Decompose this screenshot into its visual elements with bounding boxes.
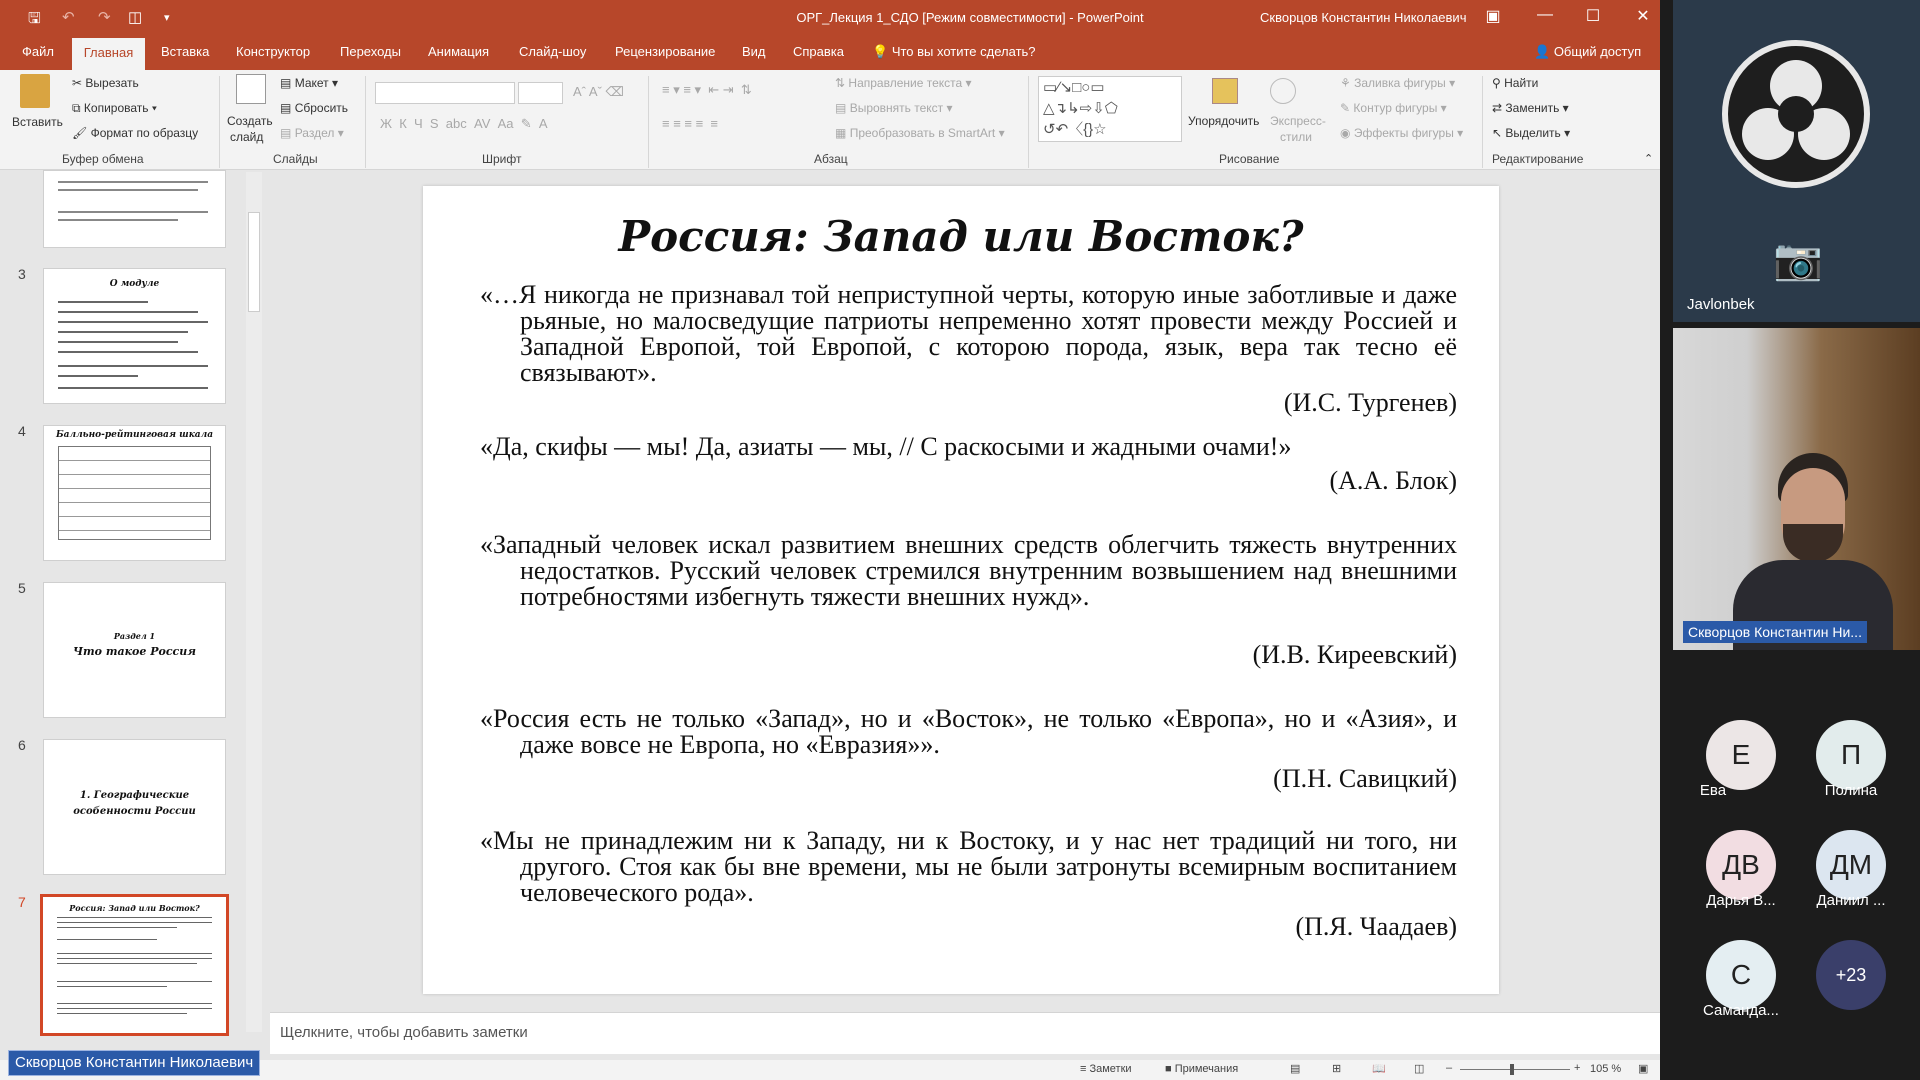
quote-turgenev[interactable]: «…Я никогда не признавал той неприступной черты, которую иные заботливые и даже рьяные, но малосведущие патриоты непременно хотят провести между Россией и Западной Европой, той Европой, с которою порода, язык, вера так тесно её связывают».: [480, 280, 1457, 387]
group-paragraph-label: Абзац: [814, 152, 848, 166]
participant-name: Полина: [1824, 782, 1878, 799]
group-slides-label: Слайды: [273, 152, 318, 166]
thumbnail-number: 4: [18, 423, 26, 439]
group-clipboard-label: Буфер обмена: [62, 152, 144, 166]
thumbnail-title: Балльно-рейтинговая шкала: [55, 430, 214, 440]
slide-thumbnail-2[interactable]: [43, 170, 226, 248]
slide-thumbnail-4[interactable]: [43, 425, 226, 561]
align-icons[interactable]: ≡ ≡ ≡ ≡ ≡: [662, 116, 718, 131]
align-text-icon: ▤: [835, 101, 847, 115]
thumbnail-text-line: [57, 939, 157, 940]
format-painter-button[interactable]: 🖌 Формат по образцу: [72, 126, 199, 140]
participant-avatar[interactable]: С: [1706, 940, 1776, 1010]
text-direction-button[interactable]: ⇅ Направление текста ▾: [835, 76, 972, 90]
obs-logo-icon: [1722, 40, 1870, 188]
comments-toggle[interactable]: ■ Примечания: [1165, 1063, 1239, 1075]
smartart-button[interactable]: ▦ Преобразовать в SmartArt ▾: [835, 126, 1005, 140]
thumbnail-text-line: [58, 321, 208, 323]
replace-icon: ⇄: [1492, 101, 1503, 115]
copy-button[interactable]: ⧉ Копировать ▾: [72, 101, 157, 115]
tell-me-search[interactable]: 💡 Что вы хотите сделать?: [872, 44, 1036, 59]
tab-design[interactable]: Конструктор: [236, 44, 311, 59]
section-icon: ▤: [280, 126, 292, 140]
slideshow-view-icon[interactable]: ◫: [1414, 1063, 1425, 1075]
title-bar: [0, 0, 1660, 36]
thumbnail-text-line: [57, 953, 212, 954]
obs-logo-shape: [1728, 46, 1864, 182]
account-name[interactable]: Скворцов Константин Николаевич: [1260, 10, 1467, 25]
align-text-button[interactable]: ▤ Выровнять текст ▾: [835, 101, 953, 115]
thumbnail-subtitle: Что такое Россия: [73, 645, 196, 658]
zoom-level[interactable]: 105 %: [1590, 1063, 1622, 1075]
thumbnail-text-line: [57, 958, 212, 959]
notes-placeholder: Щелкните, чтобы добавить заметки: [280, 1024, 528, 1041]
thumbnail-text-line: [57, 1008, 212, 1009]
participant-name: Саманда...: [1703, 1002, 1779, 1019]
tab-transitions[interactable]: Переходы: [340, 44, 401, 59]
undo-icon[interactable]: ↶: [62, 9, 75, 26]
ribbon-tabs: [0, 36, 1660, 70]
close-button[interactable]: ✕: [1636, 8, 1650, 25]
participant-tile-javlonbek[interactable]: [1673, 0, 1920, 322]
maximize-button[interactable]: ☐: [1585, 8, 1601, 25]
shape-fill-button[interactable]: ⚘ Заливка фигуры ▾: [1340, 76, 1456, 90]
font-name-box[interactable]: [375, 82, 515, 104]
quick-styles-button[interactable]: Экспресс-: [1270, 114, 1326, 128]
thumbnail-text-line: [57, 917, 212, 918]
participant-name: Даниил ...: [1816, 892, 1886, 909]
thumbnail-text-line: [58, 341, 178, 343]
thumbnail-text-line: [58, 181, 208, 183]
thumbnail-number: 6: [18, 737, 26, 753]
text-direction-icon: ⇅: [835, 76, 846, 90]
thumbnail-text-line: [58, 301, 148, 303]
participant-name: Дарья В...: [1706, 892, 1776, 909]
thumbnail-number: 5: [18, 580, 26, 596]
thumbnail-text-line: [57, 963, 197, 964]
slide-thumbnails-pane: [0, 170, 270, 1036]
font-size-box[interactable]: [518, 82, 563, 104]
new-slide-button[interactable]: Создать: [227, 114, 273, 128]
thumbnail-title: 1. Географические особенности России: [73, 790, 196, 817]
new-slide-icon[interactable]: [236, 74, 266, 104]
slide-thumbnail-3[interactable]: [43, 268, 226, 404]
pen-icon: ✎: [1340, 101, 1351, 115]
presenter-name-overlay: Скворцов Константин Николаевич: [8, 1050, 260, 1076]
paste-icon[interactable]: [20, 74, 50, 108]
author-savitsky[interactable]: (П.Н. Савицкий): [1273, 764, 1457, 793]
thumbnail-text-line: [57, 1003, 212, 1004]
effects-icon: ◉: [1340, 126, 1351, 140]
group-separator: [219, 76, 220, 168]
copy-icon: ⧉: [72, 101, 81, 115]
participant-name: Скворцов Константин Ни...: [1683, 621, 1867, 643]
thumbnail-title: Россия: Запад или Восток?: [69, 903, 200, 913]
thumbnail-text-line: [57, 1013, 187, 1014]
layout-button[interactable]: ▤ Макет ▾: [280, 76, 339, 90]
slide-thumbnail-7-selected[interactable]: [40, 894, 229, 1036]
thumbnail-text-line: [57, 922, 212, 923]
thumbnail-text-line: [58, 375, 138, 377]
thumbnail-text-line: [58, 365, 208, 367]
zoom-in-icon[interactable]: +: [1574, 1062, 1581, 1074]
reading-view-icon[interactable]: 📖: [1372, 1063, 1386, 1075]
zoom-slider[interactable]: [1460, 1069, 1570, 1070]
customize-toolbar-icon[interactable]: ▾: [164, 12, 170, 24]
quote-savitsky[interactable]: «Россия есть не только «Запад», но и «Восток», не только «Европа», но и «Азия», и даже вовсе не Европа, но «Евразия»».: [480, 704, 1457, 759]
thumbnail-number: 3: [18, 266, 26, 282]
tab-slideshow[interactable]: Слайд-шоу: [519, 44, 587, 59]
participant-name: Javlonbek: [1687, 296, 1755, 313]
paste-button[interactable]: Вставить: [12, 115, 63, 129]
smartart-icon: ▦: [835, 126, 847, 140]
slide-thumbnail-6[interactable]: [43, 739, 226, 875]
author-blok[interactable]: (А.А. Блок): [1329, 466, 1457, 495]
tab-help[interactable]: Справка: [793, 44, 844, 59]
brush-icon: 🖌: [72, 126, 88, 140]
author-chaadaev[interactable]: (П.Я. Чаадаев): [1295, 912, 1457, 941]
participant-avatar[interactable]: ДМ: [1816, 830, 1886, 900]
person-icon: 👤: [1534, 44, 1551, 59]
thumbnails-scrollbar-thumb[interactable]: [248, 212, 260, 312]
group-drawing-label: Рисование: [1219, 152, 1280, 166]
participant-name: Ева: [1699, 782, 1727, 799]
group-font-label: Шрифт: [482, 152, 522, 166]
thumbnail-table: [58, 446, 211, 540]
thumbnail-text-line: [58, 219, 178, 221]
thumbnail-text-line: [58, 211, 208, 213]
document-title: ОРГ_Лекция 1_СДО [Режим совместимости] - PowerPoint: [796, 10, 1144, 25]
arrange-icon[interactable]: [1212, 78, 1238, 104]
list-icons[interactable]: ≡ ▾ ≡ ▾ ⇤ ⇥ ⇅: [662, 82, 752, 97]
font-size-increase-icon[interactable]: Aˆ Aˇ ⌫: [573, 84, 624, 99]
start-slideshow-icon[interactable]: ◫: [128, 9, 143, 26]
more-participants-button[interactable]: +23: [1816, 940, 1886, 1010]
notes-toggle[interactable]: ≡ Заметки: [1080, 1063, 1132, 1075]
participant-tile-speaker[interactable]: [1673, 328, 1920, 650]
thumbnail-text-line: [57, 981, 212, 982]
group-separator: [648, 76, 649, 168]
cursor-icon: ↖: [1492, 126, 1503, 140]
tab-insert[interactable]: Вставка: [161, 44, 210, 59]
layout-icon: ▤: [280, 76, 292, 90]
quote-blok[interactable]: «Да, скифы — мы! Да, азиаты — мы, // С раскосыми и жадными очами!»: [480, 432, 1292, 461]
slide-canvas[interactable]: [423, 186, 1499, 994]
sorter-view-icon[interactable]: ⊞: [1332, 1063, 1342, 1075]
select-button[interactable]: ↖ Выделить ▾: [1492, 126, 1571, 140]
thumbnail-text-line: [58, 387, 208, 389]
thumbnail-text-line: [58, 351, 198, 353]
collapse-ribbon-icon[interactable]: ⌃: [1644, 153, 1654, 165]
font-format-icons[interactable]: Ж К Ч S abc AV Aa ✎ A: [380, 116, 548, 131]
slide-title[interactable]: Россия: Запад или Восток?: [618, 212, 1304, 261]
group-separator: [365, 76, 366, 168]
group-separator: [1028, 76, 1029, 168]
section-button[interactable]: ▤ Раздел ▾: [280, 126, 344, 140]
participant-avatar[interactable]: П: [1816, 720, 1886, 790]
author-turgenev[interactable]: (И.С. Тургенев): [1283, 388, 1457, 417]
thumbnail-title: Раздел 1: [113, 631, 156, 641]
thumbnail-text-line: [58, 189, 198, 191]
tab-animations[interactable]: Анимация: [428, 44, 490, 59]
thumbnail-text-line: [57, 986, 167, 987]
tab-view[interactable]: Вид: [742, 44, 766, 59]
notes-pane[interactable]: [270, 1012, 1660, 1054]
search-icon: ⚲: [1492, 76, 1501, 90]
tab-review[interactable]: Рецензирование: [615, 44, 716, 59]
find-button[interactable]: ⚲ Найти: [1492, 76, 1539, 90]
thumbnail-number: 7: [18, 894, 26, 910]
zoom-slider-thumb[interactable]: [1510, 1064, 1514, 1075]
thumbnail-text-line: [57, 927, 177, 928]
shapes-gallery[interactable]: ▭∕↘□○▭ △↴↳⇨⇩⬠ ↺↶〈{}☆: [1038, 76, 1182, 142]
minimize-button[interactable]: —: [1537, 6, 1553, 23]
quote-chaadaev[interactable]: «Мы не принадлежим ни к Западу, ни к Востоку, и у нас нет традиций ни того, ни другого. Стоя как бы вне времени, мы не были затронуты всемирным воспитанием человеческого рода».: [480, 826, 1457, 907]
ribbon-display-icon[interactable]: ▣: [1485, 8, 1501, 25]
reset-icon: ▤: [280, 101, 292, 115]
slide-thumbnail-5[interactable]: [43, 582, 226, 718]
share-button[interactable]: 👤 Общий доступ: [1534, 44, 1642, 59]
tab-home[interactable]: Главная: [72, 38, 145, 70]
shape-effects-button[interactable]: ◉ Эффекты фигуры ▾: [1340, 126, 1464, 140]
fit-to-window-icon[interactable]: ▣: [1638, 1063, 1649, 1075]
shape-outline-button[interactable]: ✎ Контур фигуры ▾: [1340, 101, 1447, 115]
zoom-out-icon[interactable]: –: [1446, 1062, 1453, 1074]
lightbulb-icon: 💡: [872, 44, 889, 59]
participant-avatar[interactable]: ДВ: [1706, 830, 1776, 900]
thumbnail-title: О модуле: [109, 279, 160, 289]
new-slide-button-line2[interactable]: слайд: [230, 130, 264, 144]
group-editing-label: Редактирование: [1492, 152, 1584, 166]
redo-icon[interactable]: ↷: [98, 9, 111, 26]
tab-file[interactable]: Файл: [22, 44, 54, 59]
quick-styles-button-line2[interactable]: стили: [1280, 130, 1312, 144]
paint-bucket-icon: ⚘: [1340, 76, 1351, 90]
participant-avatar[interactable]: Е: [1706, 720, 1776, 790]
thumbnail-text-line: [58, 311, 198, 313]
replace-button[interactable]: ⇄ Заменить ▾: [1492, 101, 1569, 115]
quick-styles-icon[interactable]: [1270, 78, 1296, 104]
group-separator: [1482, 76, 1483, 168]
cut-button[interactable]: ✂ Вырезать: [72, 76, 139, 90]
arrange-button[interactable]: Упорядочить: [1188, 114, 1260, 128]
quote-kireevsky[interactable]: «Западный человек искал развитием внешних средств облегчить тяжесть внутренних недостатков. Русский человек стремился внутренним возвышением над внешними потребностями избегнуть тяжести внешних нужд».: [480, 530, 1457, 611]
thumbnail-text-line: [58, 331, 188, 333]
normal-view-icon[interactable]: ▤: [1290, 1063, 1301, 1075]
camera-off-icon: 📷: [1773, 238, 1823, 282]
ribbon-home: [0, 70, 1660, 170]
reset-button[interactable]: ▤ Сбросить: [280, 101, 349, 115]
author-kireevsky[interactable]: (И.В. Киреевский): [1252, 640, 1457, 669]
save-icon[interactable]: 🖫: [28, 10, 41, 27]
scissors-icon: ✂: [72, 76, 83, 90]
